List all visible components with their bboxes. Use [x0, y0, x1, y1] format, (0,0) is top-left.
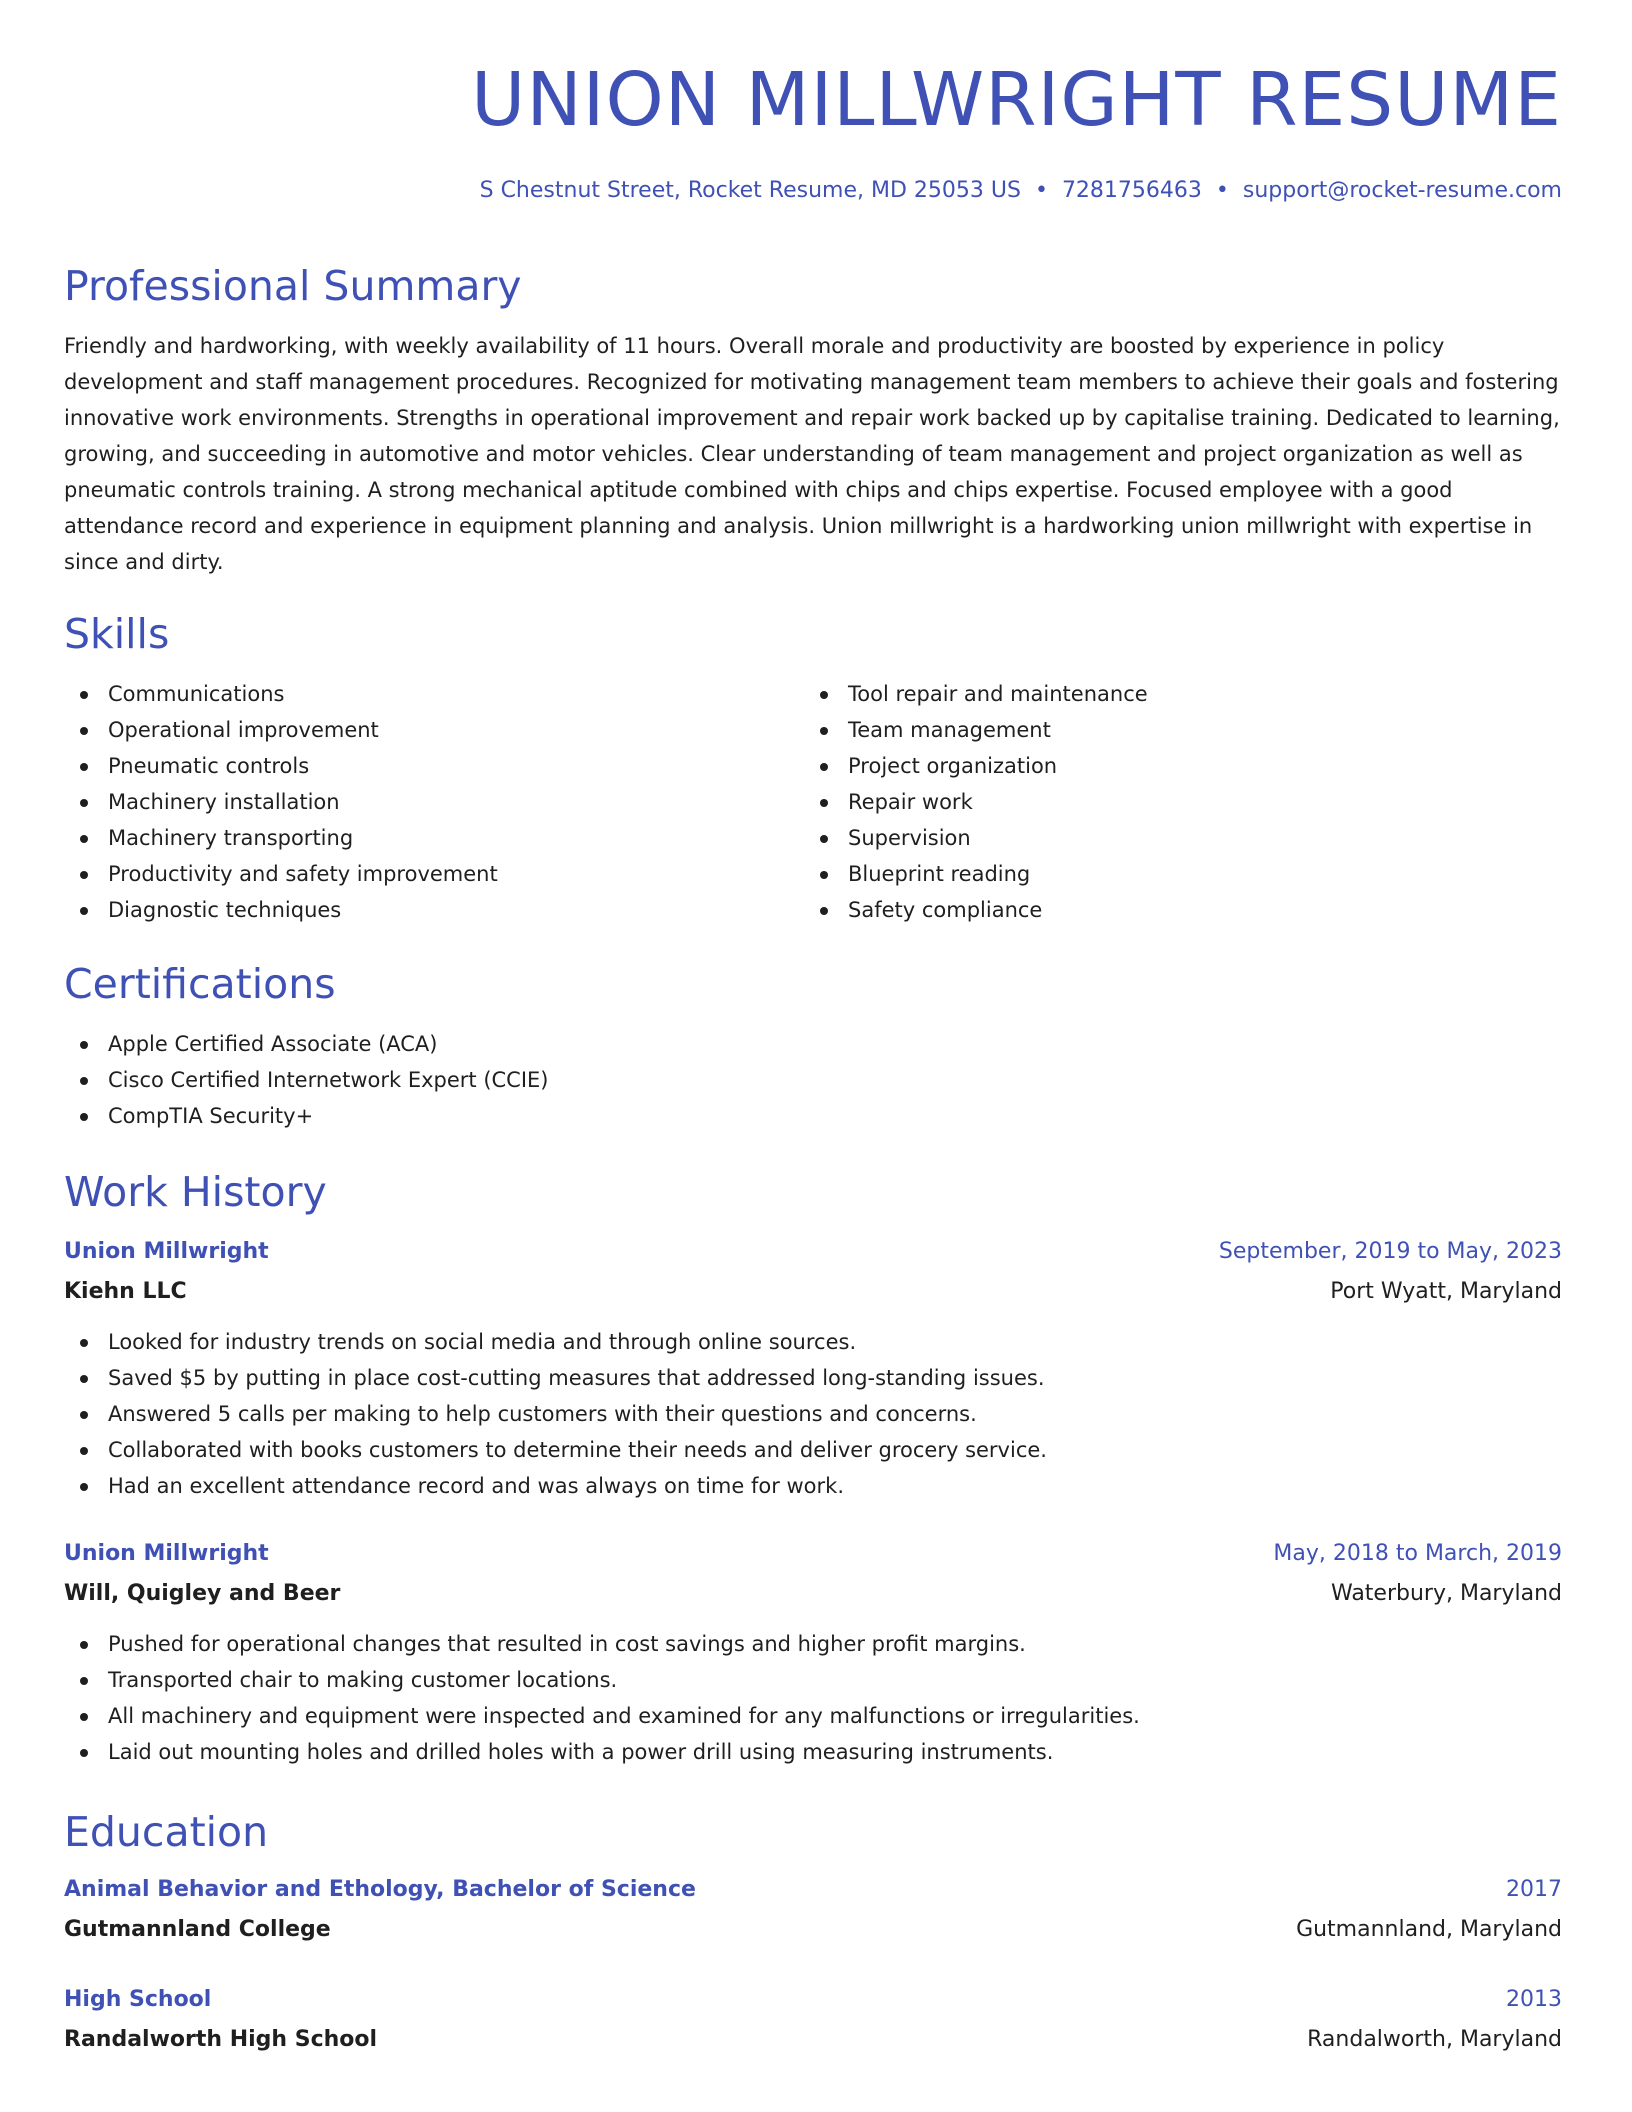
job-bullets [64, 1626, 1562, 1770]
summary-section [64, 258, 1562, 580]
education-school: Gutmannland College [64, 1917, 331, 1942]
skill-item: Supervision [804, 820, 1544, 856]
certification-item: Apple Certified Associate (ACA) [64, 1026, 1562, 1062]
contact-phone: 7281756463 [1061, 178, 1202, 203]
skills-section [64, 606, 1562, 928]
education-school: Randalworth High School [64, 2027, 378, 2052]
skill-item: Safety compliance [804, 892, 1544, 928]
skills-grid [64, 676, 1562, 928]
section-title-summary: Professional Summary [64, 262, 522, 310]
resume-page [64, 0, 1562, 2052]
job-bullet: Saved $5 by putting in place cost-cutting measures that addressed long-standing issues. [64, 1360, 1562, 1396]
certification-item: Cisco Certified Internetwork Expert (CCIE) [64, 1062, 1562, 1098]
education-year: 2017 [1506, 1877, 1562, 1902]
job-dates: May, 2018 to March, 2019 [1273, 1541, 1562, 1566]
skill-item: Project organization [804, 748, 1544, 784]
education-degree: High School [64, 1987, 212, 2012]
section-title-skills: Skills [64, 610, 170, 658]
education-header [64, 1980, 1562, 2020]
job-location: Port Wyatt, Maryland [1330, 1279, 1562, 1304]
certifications-section [64, 956, 1562, 1134]
job-entry [64, 1232, 1562, 1504]
skill-item: Team management [804, 712, 1544, 748]
skill-item: Diagnostic techniques [64, 892, 804, 928]
job-subheader [64, 1574, 1562, 1614]
job-dates: September, 2019 to May, 2023 [1218, 1239, 1562, 1264]
education-subheader [64, 1910, 1562, 1950]
job-bullet: Collaborated with books customers to determine their needs and deliver grocery service. [64, 1432, 1562, 1468]
contact-email: support@rocket-resume.com [1242, 178, 1562, 203]
job-header [64, 1232, 1562, 1272]
education-entry [64, 1980, 1562, 2060]
job-bullet: All machinery and equipment were inspected and examined for any malfunctions or irregularities. [64, 1698, 1562, 1734]
resume-name: UNION MILLWRIGHT RESUME [471, 57, 1562, 143]
summary-text: Friendly and hardworking, with weekly availability of 11 hours. Overall morale and productivity are boosted by experience in policy development and staff management procedures. Recognized for motivating management team members to achieve their goals and fostering innovative work environments. Strengths in operational improvement and repair work backed up by capitalise training. Dedicated to learning, growing, and succeeding in automotive and motor vehicles. Clear understanding of team management and project organization as well as pneumatic controls training. A strong mechanical aptitude combined with chips and chips expertise. Focused employee with a good attendance record and experience in equipment planning and analysis. Union millwright is a hardworking union millwright with expertise in since and dirty. [64, 334, 1560, 574]
education-location: Randalworth, Maryland [1307, 2027, 1562, 2052]
job-bullet: Had an excellent attendance record and was always on time for work. [64, 1468, 1562, 1504]
job-bullet: Answered 5 calls per making to help customers with their questions and concerns. [64, 1396, 1562, 1432]
contact-line [64, 176, 1562, 206]
skill-item: Pneumatic controls [64, 748, 804, 784]
resume-header [64, 0, 1562, 206]
skill-item: Machinery installation [64, 784, 804, 820]
skill-item: Productivity and safety improvement [64, 856, 804, 892]
certifications-list [64, 1026, 1562, 1134]
job-bullet: Looked for industry trends on social media and through online sources. [64, 1324, 1562, 1360]
skill-item: Tool repair and maintenance [804, 676, 1544, 712]
certification-item: CompTIA Security+ [64, 1098, 1562, 1134]
education-entry [64, 1870, 1562, 1950]
education-section [64, 1804, 1562, 2060]
job-bullet: Pushed for operational changes that resulted in cost savings and higher profit margins. [64, 1626, 1562, 1662]
job-bullet: Laid out mounting holes and drilled holes with a power drill using measuring instruments. [64, 1734, 1562, 1770]
education-subheader [64, 2020, 1562, 2060]
job-bullets [64, 1324, 1562, 1504]
skill-item: Machinery transporting [64, 820, 804, 856]
education-degree: Animal Behavior and Ethology, Bachelor of Science [64, 1877, 696, 1902]
skill-item: Blueprint reading [804, 856, 1544, 892]
section-title-work-history: Work History [64, 1168, 327, 1216]
education-year: 2013 [1506, 1987, 1562, 2012]
job-subheader [64, 1272, 1562, 1312]
job-header [64, 1534, 1562, 1574]
job-company: Kiehn LLC [64, 1279, 187, 1304]
work-history-section [64, 1164, 1562, 1770]
job-bullet: Transported chair to making customer locations. [64, 1662, 1562, 1698]
skill-item: Communications [64, 676, 804, 712]
job-company: Will, Quigley and Beer [64, 1581, 341, 1606]
skills-list-right [804, 676, 1544, 928]
job-role: Union Millwright [64, 1239, 269, 1264]
contact-separator: • [1034, 178, 1048, 203]
contact-address: S Chestnut Street, Rocket Resume, MD 25053 US [479, 178, 1021, 203]
education-header [64, 1870, 1562, 1910]
job-location: Waterbury, Maryland [1330, 1581, 1562, 1606]
job-role: Union Millwright [64, 1541, 269, 1566]
skill-item: Operational improvement [64, 712, 804, 748]
education-location: Gutmannland, Maryland [1296, 1917, 1562, 1942]
contact-separator: • [1215, 178, 1229, 203]
job-entry [64, 1534, 1562, 1770]
section-title-certifications: Certifications [64, 960, 336, 1008]
skills-list-left [64, 676, 804, 928]
section-title-education: Education [64, 1808, 269, 1856]
skill-item: Repair work [804, 784, 1544, 820]
